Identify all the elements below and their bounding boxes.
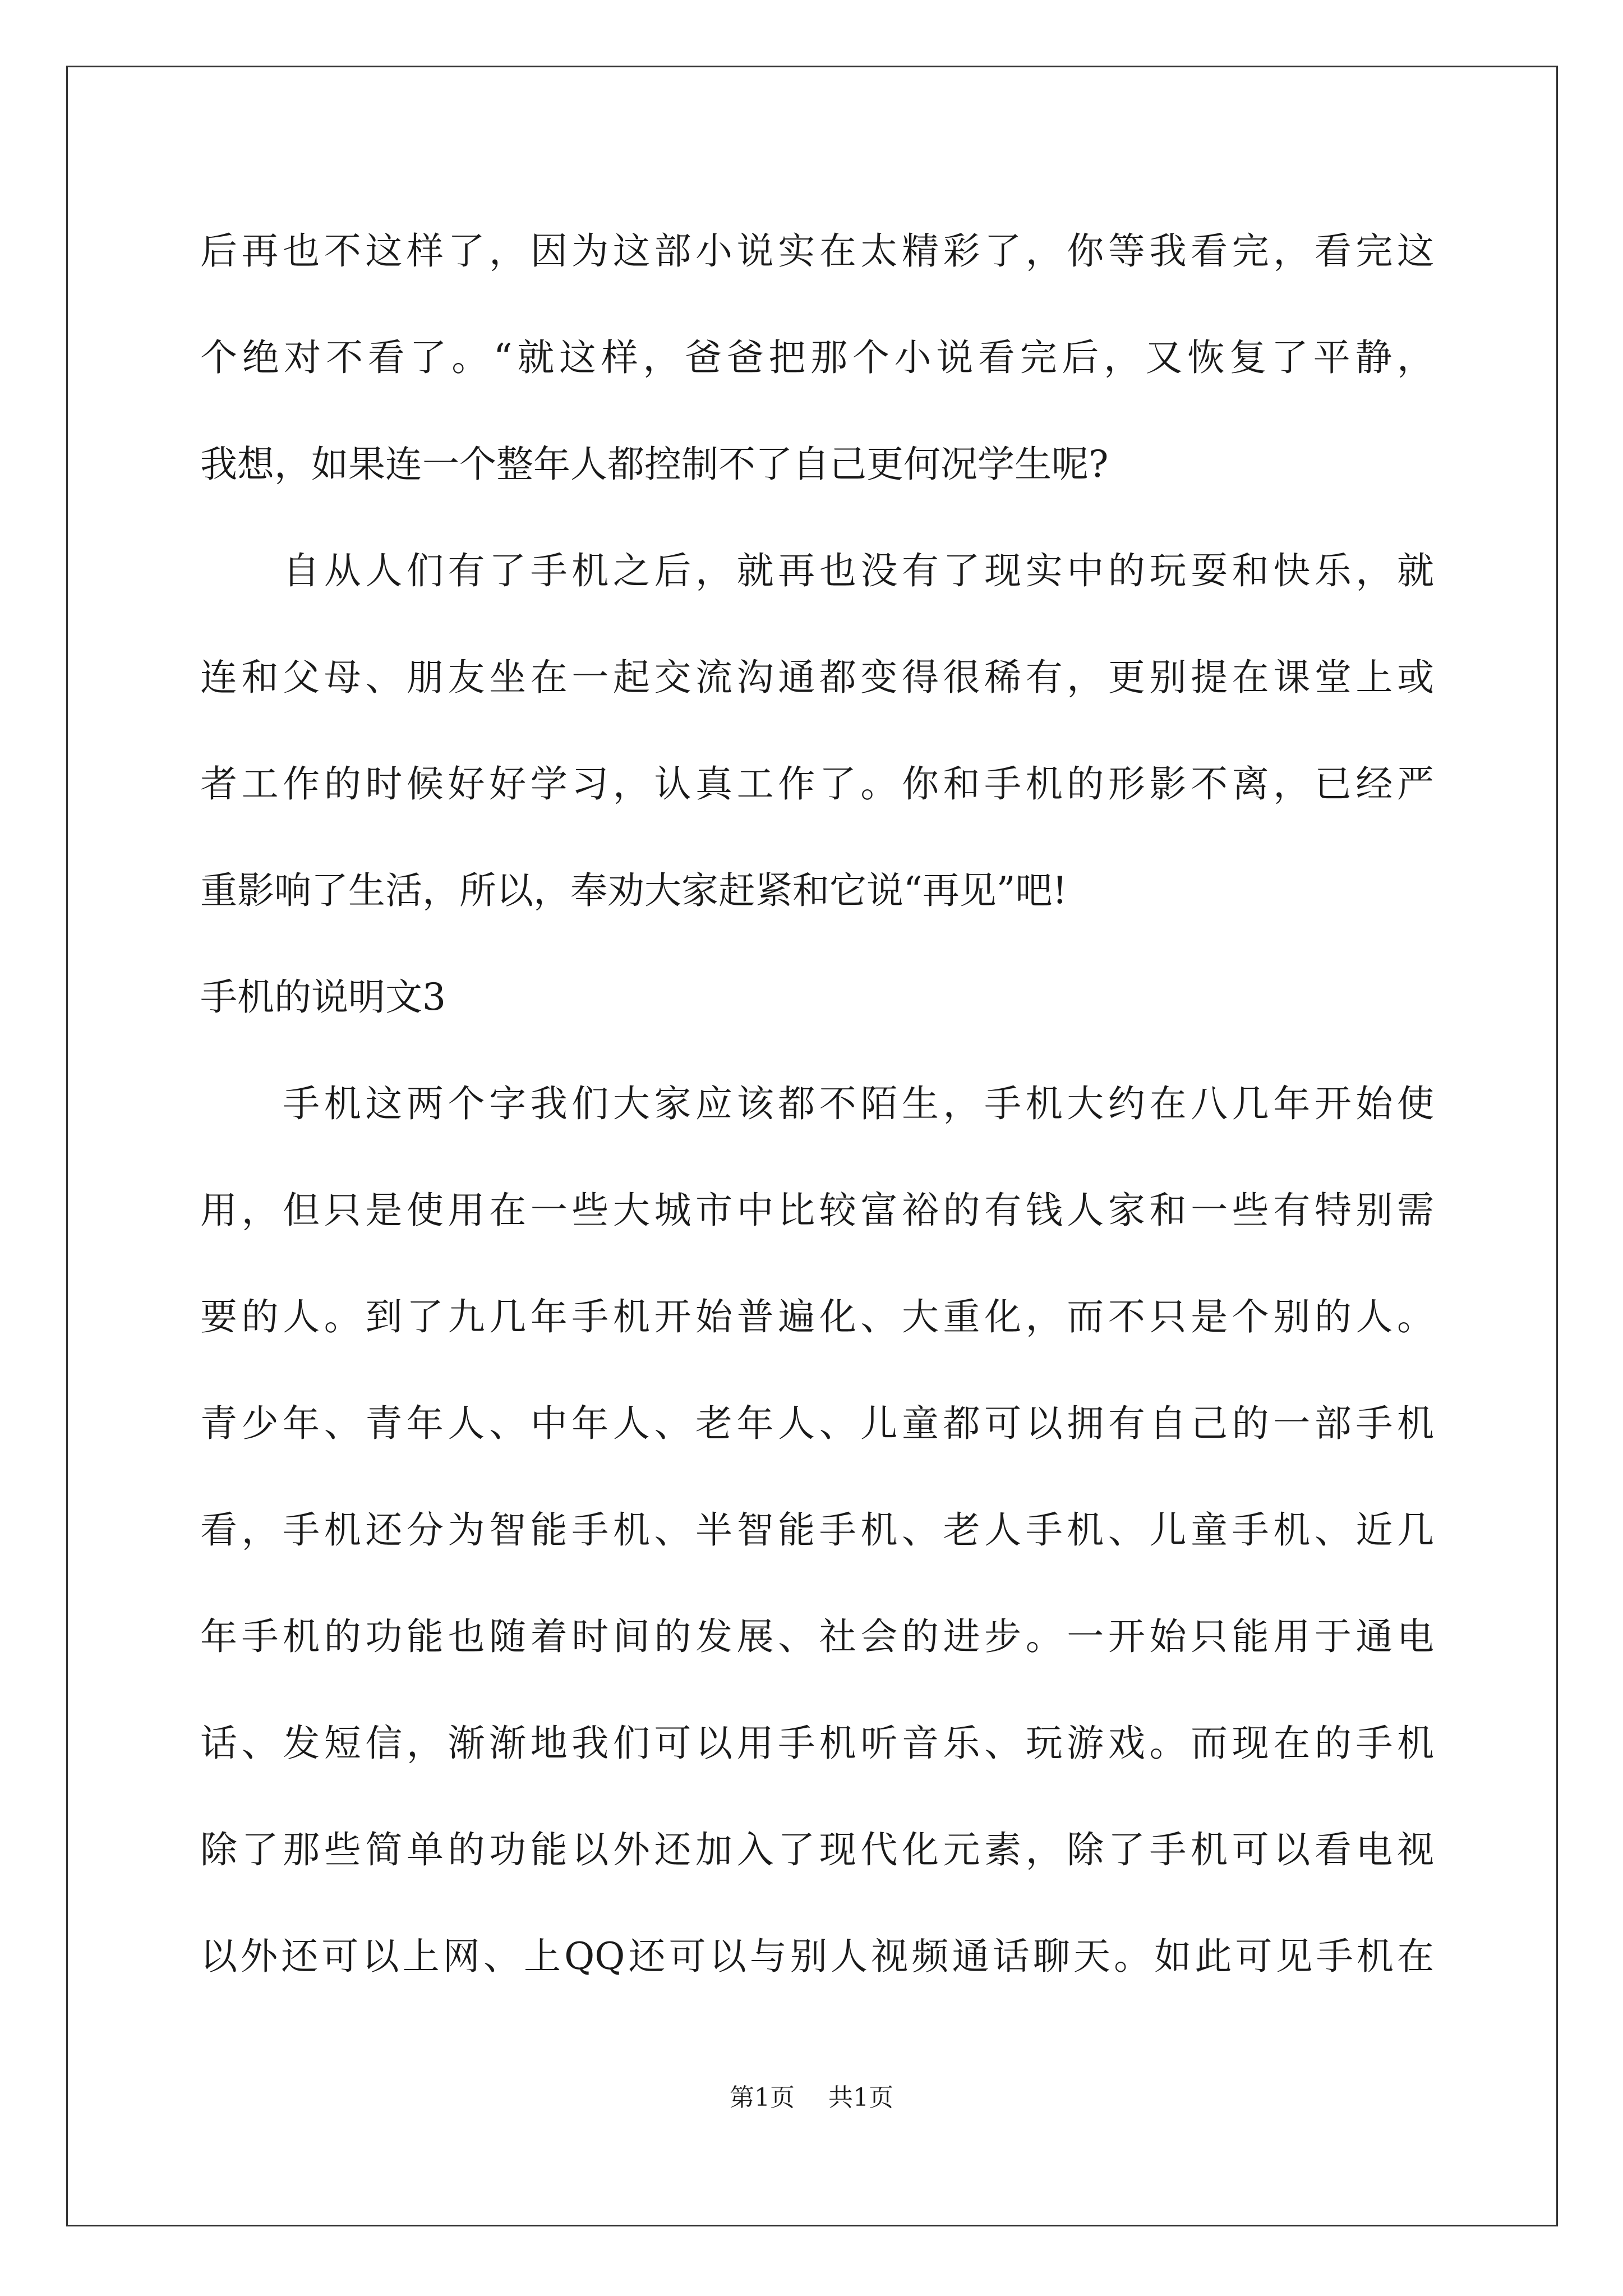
text-line: 以外还可以上网、上QQ还可以与别人视频通话聊天。如此可见手机在 — [200, 1935, 1434, 1978]
text-line: 自从人们有了手机之后，就再也没有了现实中的玩耍和快乐，就 — [200, 549, 1434, 592]
text-line: 者工作的时候好好学习，认真工作了。你和手机的形影不离，已经严 — [200, 762, 1434, 806]
text-line: 青少年、青年人、中年人、老年人、儿童都可以拥有自己的一部手机 — [200, 1402, 1434, 1445]
page-number: 第1页 — [730, 2083, 795, 2112]
text-line: 我想，如果连一个整年人都控制不了自己更何况学生呢? — [200, 443, 1109, 486]
page-footer — [0, 2081, 1623, 2115]
page-border — [66, 66, 1558, 2226]
text-line: 除了那些简单的功能以外还加入了现代化元素，除了手机可以看电视 — [200, 1828, 1434, 1871]
section-heading: 手机的说明文3 — [200, 976, 446, 1019]
page-total: 共1页 — [828, 2083, 893, 2112]
text-line: 要的人。到了九几年手机开始普遍化、大重化，而不只是个别的人。 — [200, 1295, 1434, 1338]
text-line: 年手机的功能也随着时间的发展、社会的进步。一开始只能用于通电 — [200, 1615, 1434, 1658]
text-line: 个绝对不看了。“就这样，爸爸把那个小说看完后，又恢复了平静， — [200, 336, 1434, 379]
text-line: 后再也不这样了，因为这部小说实在太精彩了，你等我看完，看完这 — [200, 229, 1434, 273]
text-line: 手机这两个字我们大家应该都不陌生，手机大约在八几年开始使 — [200, 1082, 1434, 1125]
text-line: 话、发短信，渐渐地我们可以用手机听音乐、玩游戏。而现在的手机 — [200, 1722, 1434, 1765]
text-line: 连和父母、朋友坐在一起交流沟通都变得很稀有，更别提在课堂上或 — [200, 656, 1434, 699]
text-line: 用，但只是使用在一些大城市中比较富裕的有钱人家和一些有特别需 — [200, 1189, 1434, 1232]
text-line: 重影响了生活，所以，奉劝大家赶紧和它说“再见”吧! — [200, 869, 1068, 912]
text-line: 看，手机还分为智能手机、半智能手机、老人手机、儿童手机、近几 — [200, 1508, 1434, 1552]
